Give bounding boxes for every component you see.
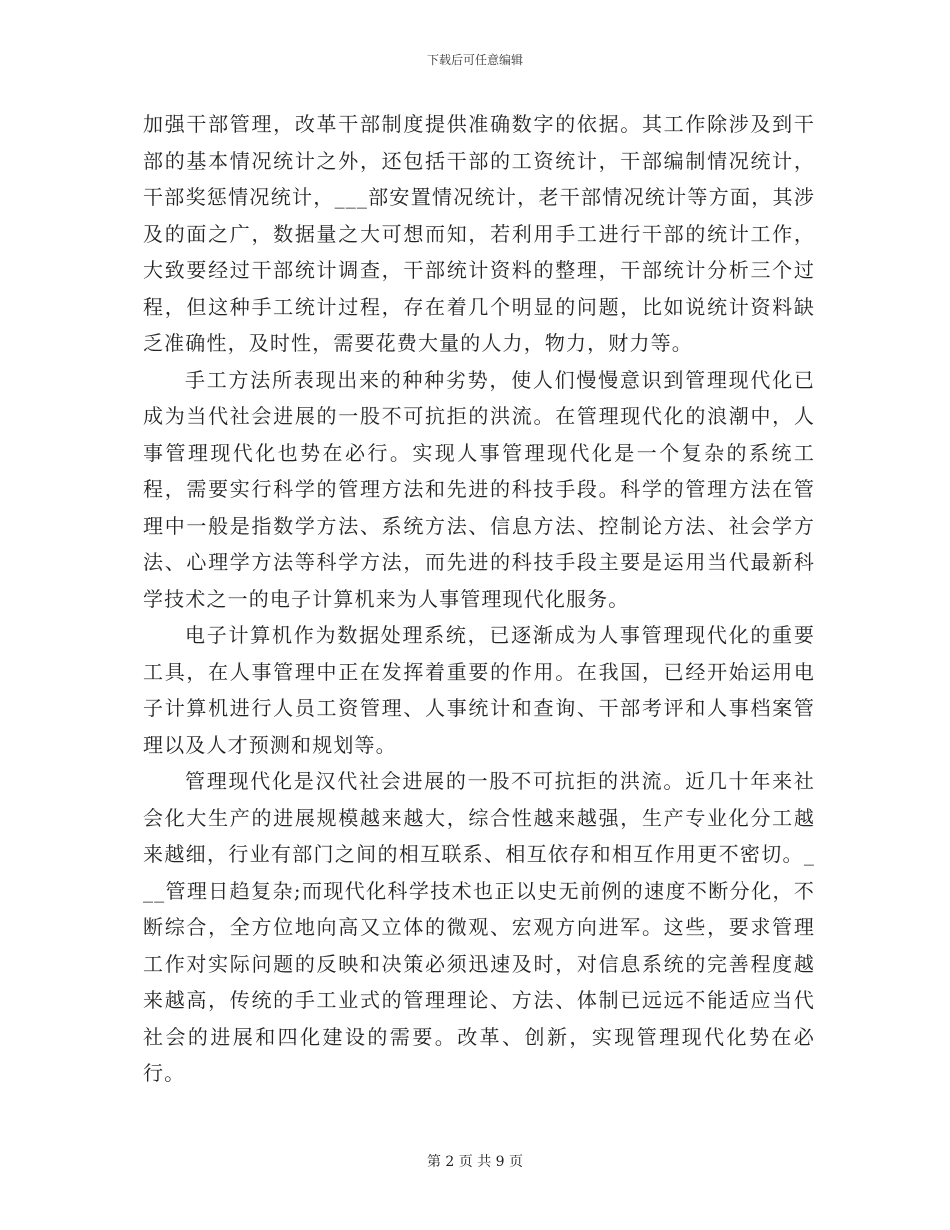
paragraph-computers: 电子计算机作为数据处理系统，已逐渐成为人事管理现代化的重要工具，在人事管理中正在发挥着重要的作用。在我国，已经开始运用电子计算机进行人员工资管理、人事统计和查询、干部考评和人事档案管理以及人才预测和规划等。	[143, 623, 815, 757]
paragraph-modernization: 管理现代化是汉代社会进展的一股不可抗拒的洪流。近几十年来社会化大生产的进展规模越来越大，综合性越来越强，生产专业化分工越来越细，行业有部门之间的相互联系、相互依存和相互作用更不密切。___管理日趋复杂;而现代化科学技术也正以史无前例的速度不断分化，不断综合，全方位地向高又立体的微观、宏观方向进军。这些，要求管理工作对实际问题的反映和决策必须迅速及时，对信息系统的完善程度越来越高，传统的手工业式的管理理论、方法、体制已远远不能适应当代社会的进展和四化建设的需要。改革、创新，实现管理现代化势在必行。	[143, 769, 815, 1085]
document-body	[143, 106, 815, 1092]
paragraph-manual-methods: 手工方法所表现出来的种种劣势，使人们慢慢意识到管理现代化已成为当代社会进展的一股不可抗拒的洪流。在管理现代化的浪潮中，人事管理现代化也势在必行。实现人事管理现代化是一个复杂的系统工程，需要实行科学的管理方法和先进的科技手段。科学的管理方法在管理中一般是指数学方法、系统方法、信息方法、控制论方法、社会学方法、心理学方法等科学方法，而先进的科技手段主要是运用当代最新科学技术之一的电子计算机来为人事管理现代化服务。	[143, 367, 815, 611]
page-header: 下载后可任意编辑	[426, 53, 523, 67]
page-number-footer: 第 2 页 共 9 页	[426, 1154, 524, 1170]
paragraph-continued: 加强干部管理，改革干部制度提供准确数字的依据。其工作除涉及到干部的基本情况统计之外，还包括干部的工资统计，干部编制情况统计，干部奖惩情况统计，___部安置情况统计，老干部情况统计等方面，其涉及的面之广，数据量之大可想而知，若利用手工进行干部的统计工作，大致要经过干部统计调查，干部统计资料的整理，干部统计分析三个过程，但这种手工统计过程，存在着几个明显的问题，比如说统计资料缺乏准确性，及时性，需要花费大量的人力，物力，财力等。	[143, 112, 815, 355]
